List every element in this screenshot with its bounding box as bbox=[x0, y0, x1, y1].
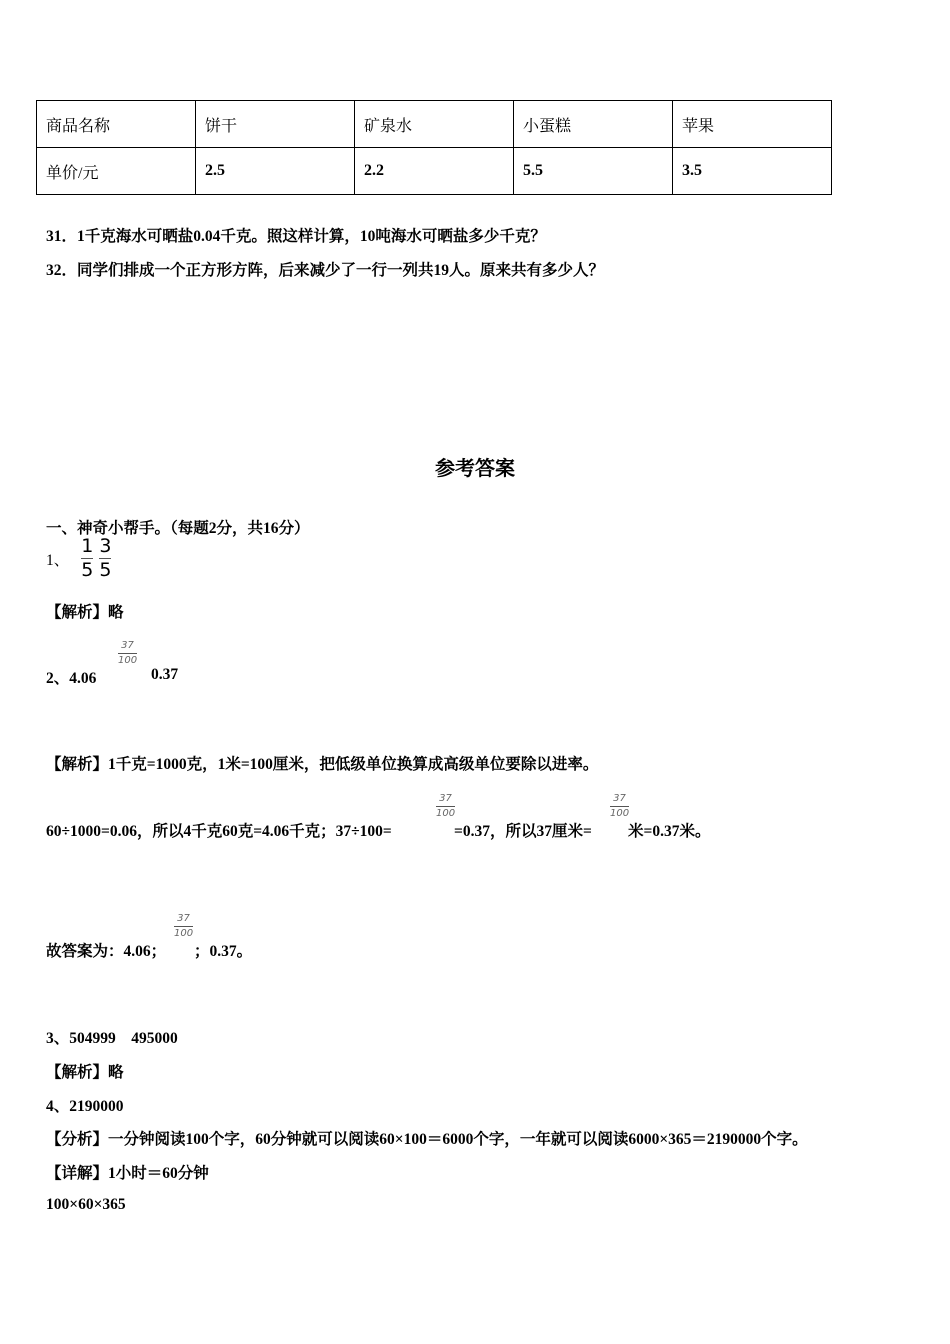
calc-2-part3: 米=0.37米。 bbox=[628, 823, 711, 840]
table-cell: 2.5 bbox=[196, 148, 355, 195]
fraction-numerator: 37 bbox=[613, 793, 626, 804]
fraction-numerator: 1 bbox=[81, 535, 94, 557]
answer-3: 3、504999 495000 bbox=[46, 1030, 178, 1047]
answer-2-tail: 0.37 bbox=[151, 666, 179, 683]
fraction bbox=[81, 537, 93, 580]
question-31: 31．1千克海水可晒盐0.04千克。照这样计算，10吨海水可晒盐多少千克？ bbox=[46, 228, 546, 245]
table-cell: 小蛋糕 bbox=[513, 101, 672, 148]
analysis-2: 【解析】1千克=1000克，1米=100厘米，把低级单位换算成高级单位要除以进率。 bbox=[46, 756, 599, 773]
page-title: 参考答案 bbox=[435, 456, 515, 480]
fraction-denominator: 100 bbox=[118, 655, 138, 666]
fraction-denominator: 100 bbox=[610, 808, 630, 819]
answer-1 bbox=[46, 537, 115, 580]
table-cell: 单价/元 bbox=[37, 148, 196, 195]
section-heading: 一、神奇小帮手。（每题2分，共16分） bbox=[46, 520, 310, 537]
table-cell: 饼干 bbox=[196, 101, 355, 148]
analysis-1: 【解析】略 bbox=[46, 604, 124, 621]
fraction bbox=[99, 537, 111, 580]
calc-4: 100×60×365 bbox=[46, 1196, 126, 1213]
fraction-numerator: 3 bbox=[99, 535, 112, 557]
calc-2-part1: 60÷1000=0.06，所以4千克60克=4.06千克；37÷100= bbox=[46, 823, 392, 840]
question-32: 32．同学们排成一个正方形方阵，后来减少了一行一列共19人。原来共有多少人？ bbox=[46, 262, 605, 279]
table-cell: 矿泉水 bbox=[354, 101, 513, 148]
analysis-3: 【解析】略 bbox=[46, 1064, 124, 1081]
fraction-bar bbox=[174, 926, 193, 927]
fraction-numerator: 37 bbox=[121, 640, 134, 651]
fraction bbox=[118, 641, 137, 666]
price-table bbox=[36, 100, 832, 195]
analysis-4: 【分析】一分钟阅读100个字，60分钟就可以阅读60×100＝6000个字，一年就可以阅读6000×365＝2190000个字。 bbox=[46, 1131, 808, 1148]
fraction-bar bbox=[436, 806, 455, 807]
fraction-denominator: 100 bbox=[174, 928, 194, 939]
fraction-denominator: 100 bbox=[436, 808, 456, 819]
answer-4: 4、2190000 bbox=[46, 1098, 124, 1115]
answer-2: 2、4.06 bbox=[46, 670, 97, 687]
table-header-row bbox=[37, 101, 832, 148]
fraction bbox=[436, 794, 455, 819]
final-2-part2: ；0.37。 bbox=[194, 943, 253, 960]
table-cell: 商品名称 bbox=[37, 101, 196, 148]
fraction-denominator: 5 bbox=[99, 559, 112, 581]
calc-2-part2: =0.37，所以37厘米= bbox=[454, 823, 592, 840]
fraction-bar bbox=[610, 806, 629, 807]
table-cell: 2.2 bbox=[354, 148, 513, 195]
answer-label: 1、 bbox=[46, 551, 70, 569]
final-2-part1: 故答案为：4.06； bbox=[46, 943, 167, 960]
table-cell: 苹果 bbox=[672, 101, 831, 148]
table-cell: 3.5 bbox=[672, 148, 831, 195]
fraction bbox=[610, 794, 629, 819]
fraction-numerator: 37 bbox=[439, 793, 452, 804]
fraction bbox=[174, 914, 193, 939]
detail-4: 【详解】1小时＝60分钟 bbox=[46, 1165, 209, 1182]
table-cell: 5.5 bbox=[513, 148, 672, 195]
fraction-bar bbox=[118, 653, 137, 654]
fraction-denominator: 5 bbox=[81, 559, 94, 581]
table-price-row bbox=[37, 148, 832, 195]
fraction-numerator: 37 bbox=[177, 913, 190, 924]
